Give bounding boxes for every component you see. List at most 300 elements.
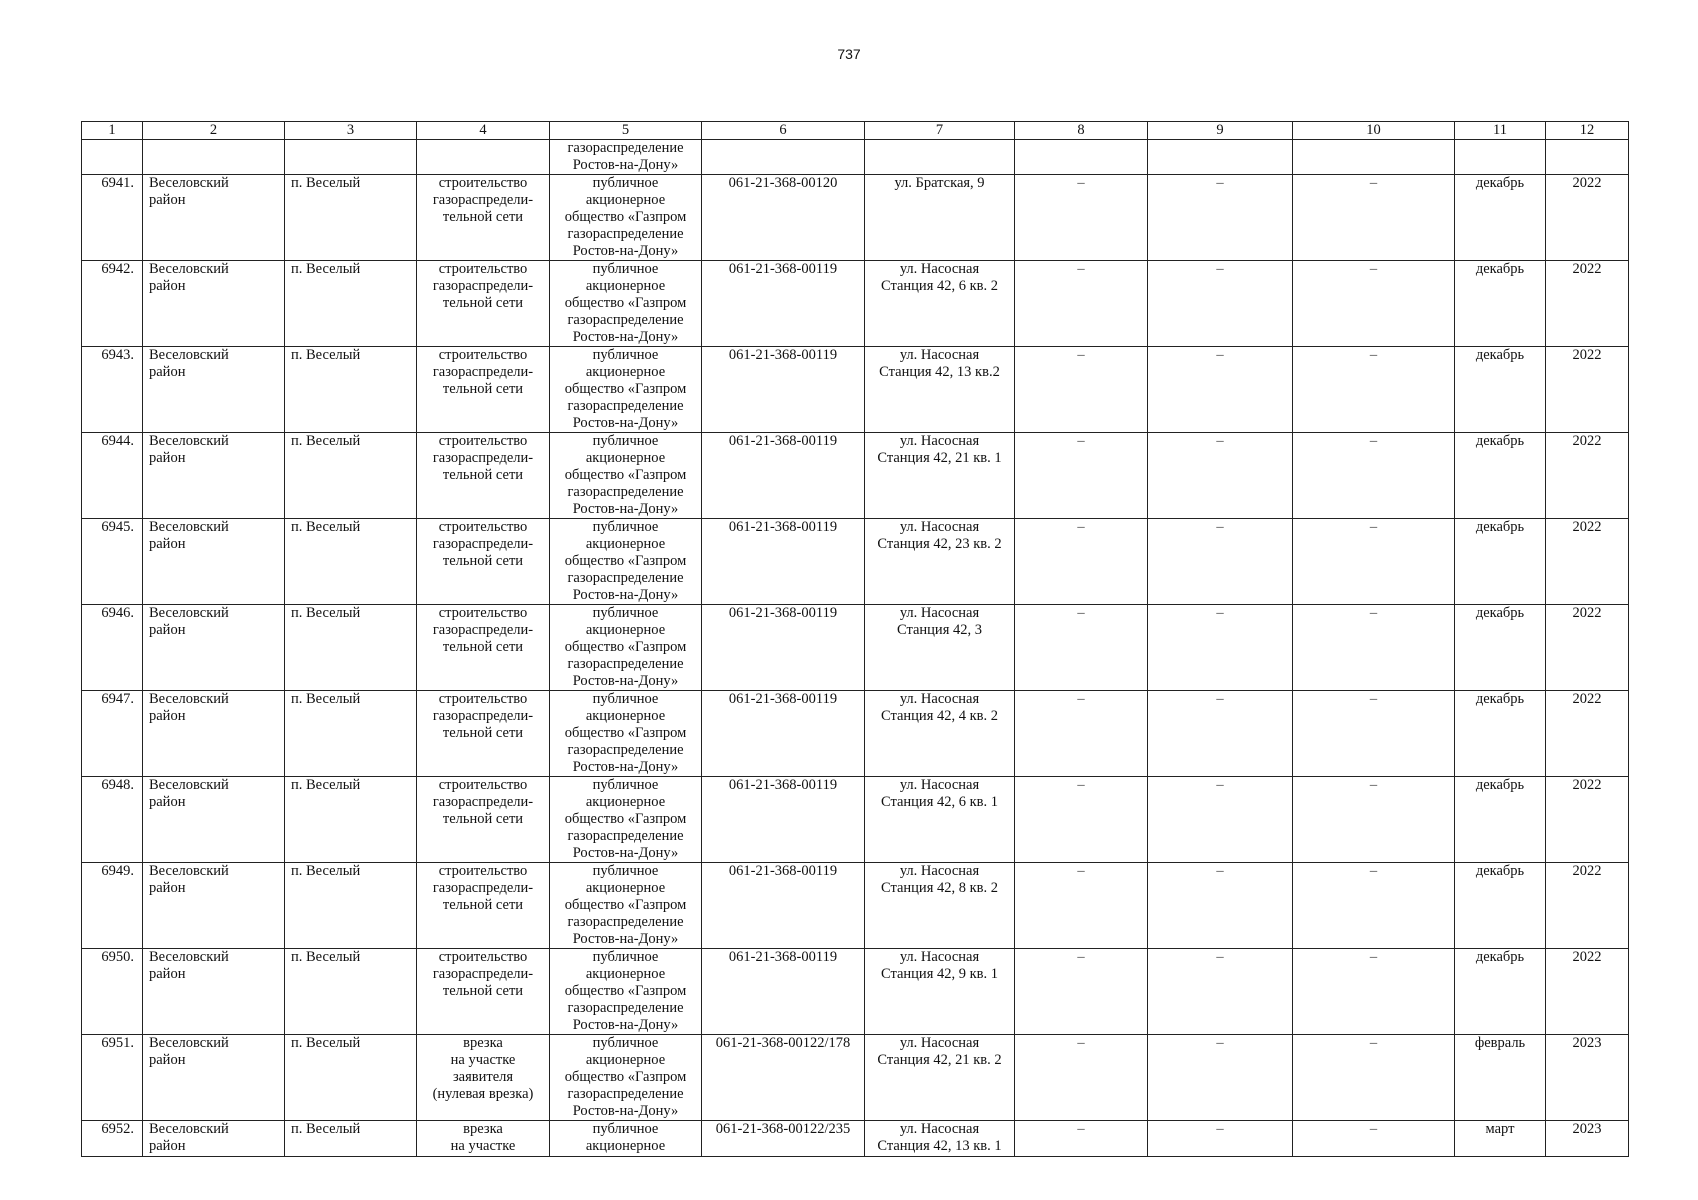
col8-cell [1015, 433, 1148, 519]
row-number-cell-text: 6943. [101, 347, 134, 363]
row-number-cell [82, 777, 143, 863]
work-type-cell [417, 433, 550, 519]
owner-cell-line: публичное [592, 433, 659, 449]
column-header-10: 10 [1293, 122, 1455, 140]
month-cell [1455, 1035, 1546, 1121]
owner-cell-line: газораспределение [567, 742, 684, 758]
locality-cell [285, 347, 417, 433]
col9-cell [1148, 1035, 1293, 1121]
col9-cell-text: – [1216, 433, 1224, 449]
month-cell [1455, 863, 1546, 949]
owner-cell-line: Ростов-на-Дону» [572, 845, 679, 861]
locality-cell-text: п. Веселый [291, 1035, 361, 1051]
district-cell-line: район [149, 966, 186, 982]
work-type-cell-line: газораспредели- [432, 536, 534, 552]
col10-cell-text: – [1369, 863, 1378, 879]
col10-cell-text: – [1369, 777, 1378, 793]
address-cell [865, 519, 1015, 605]
year-cell [1546, 863, 1629, 949]
address-cell-line: ул. Насосная [899, 777, 980, 793]
district-cell [143, 691, 285, 777]
col10-cell [1293, 605, 1455, 691]
month-cell-text: декабрь [1475, 777, 1525, 793]
work-type-cell [417, 261, 550, 347]
col10-cell-text: – [1369, 175, 1378, 191]
locality-cell-text: п. Веселый [291, 605, 361, 621]
owner-cell-line: публичное [592, 347, 659, 363]
table-row [82, 1121, 1629, 1157]
district-cell [143, 1121, 285, 1157]
month-cell-text: декабрь [1475, 691, 1525, 707]
row-number-cell-text: 6941. [101, 175, 134, 191]
address-cell-line: Станция 42, 23 кв. 2 [877, 536, 1002, 552]
column-header-9: 9 [1148, 122, 1293, 140]
work-type-cell-line: строительство [438, 347, 528, 363]
col9-cell [1148, 347, 1293, 433]
owner-cell-line: газораспределение [567, 656, 684, 672]
locality-cell-text: п. Веселый [291, 261, 361, 277]
work-type-cell-line: тельной сети [442, 381, 524, 397]
district-cell-line: Веселовский [149, 949, 229, 965]
col8-cell [1015, 175, 1148, 261]
address-cell [865, 863, 1015, 949]
month-cell [1455, 347, 1546, 433]
owner-cell-line: общество «Газпром [564, 811, 687, 827]
owner-cell-line: общество «Газпром [564, 639, 687, 655]
row-number-cell [82, 863, 143, 949]
col8-cell-text: – [1077, 777, 1085, 793]
col8-cell-text: – [1077, 261, 1085, 277]
owner-cell-line: газораспределение [567, 312, 684, 328]
address-cell-line: ул. Насосная [899, 519, 980, 535]
code-cell-text: 061-21-368-00119 [728, 519, 838, 535]
col9-cell [1148, 1121, 1293, 1157]
month-cell-text: декабрь [1475, 949, 1525, 965]
locality-cell-text: п. Веселый [291, 175, 361, 191]
locality-cell-text: п. Веселый [291, 1121, 361, 1137]
work-type-cell-line: врезка [463, 1121, 503, 1137]
row-number-cell-text: 6951. [101, 1035, 134, 1051]
owner-cell [550, 1121, 702, 1157]
district-cell [143, 175, 285, 261]
address-cell-line: ул. Насосная [899, 261, 980, 277]
row-number-cell [82, 347, 143, 433]
work-type-cell [417, 1121, 550, 1157]
year-cell-text: 2022 [1572, 777, 1602, 793]
work-type-cell-line: тельной сети [442, 295, 524, 311]
locality-cell-text: п. Веселый [291, 519, 361, 535]
col10-cell [1293, 261, 1455, 347]
district-cell-line: район [149, 880, 186, 896]
owner-cell [550, 347, 702, 433]
col9-cell [1148, 691, 1293, 777]
work-type-cell [417, 1035, 550, 1121]
col10-cell-text: – [1369, 433, 1378, 449]
work-type-cell-line: газораспредели- [432, 278, 534, 294]
col8-cell-text: – [1077, 1035, 1085, 1051]
month-cell [1455, 605, 1546, 691]
address-cell [865, 261, 1015, 347]
col9-cell-text: – [1216, 863, 1224, 879]
district-cell-line: Веселовский [149, 691, 229, 707]
owner-cell-line: публичное [592, 261, 659, 277]
owner-cell [550, 777, 702, 863]
owner-cell-line: Ростов-на-Дону» [572, 759, 679, 775]
address-cell [865, 433, 1015, 519]
column-header-2: 2 [143, 122, 285, 140]
col10-cell [1293, 777, 1455, 863]
address-cell-line: ул. Насосная [899, 1121, 980, 1137]
district-cell-line: Веселовский [149, 1035, 229, 1051]
district-cell-line: Веселовский [149, 347, 229, 363]
owner-cell-line: акционерное [585, 708, 666, 724]
district-cell [143, 863, 285, 949]
year-cell [1546, 175, 1629, 261]
locality-cell [285, 175, 417, 261]
owner-cell-line: газораспределение [567, 828, 684, 844]
row-number-cell-text: 6946. [101, 605, 134, 621]
work-type-cell-line: тельной сети [442, 639, 524, 655]
col8-cell-text: – [1077, 175, 1085, 191]
owner-cell-line: Ростов-на-Дону» [572, 1103, 679, 1119]
year-cell [1546, 433, 1629, 519]
table-row [82, 691, 1629, 777]
code-cell-text: 061-21-368-00122/178 [715, 1035, 851, 1051]
table-row [82, 863, 1629, 949]
address-cell-line: Станция 42, 4 кв. 2 [880, 708, 999, 724]
address-cell-line: Станция 42, 9 кв. 1 [880, 966, 999, 982]
owner-cell-line: общество «Газпром [564, 553, 687, 569]
col10-cell-text: – [1369, 691, 1378, 707]
work-type-cell [417, 519, 550, 605]
col9-cell-text: – [1216, 1035, 1224, 1051]
row-number-cell-text: 6950. [101, 949, 134, 965]
district-cell-line: район [149, 1138, 186, 1154]
owner-cell-line: акционерное [585, 794, 666, 810]
month-cell [1455, 949, 1546, 1035]
owner-cell-line: акционерное [585, 1052, 666, 1068]
locality-cell [285, 777, 417, 863]
year-cell-text: 2023 [1572, 1121, 1602, 1137]
district-cell [143, 605, 285, 691]
col9-cell-text: – [1216, 605, 1224, 621]
col9-cell [1148, 949, 1293, 1035]
owner-cell-line: публичное [592, 949, 659, 965]
column-header-6: 6 [702, 122, 865, 140]
locality-cell [285, 1035, 417, 1121]
col10-cell [1293, 949, 1455, 1035]
owner-cell-line: общество «Газпром [564, 983, 687, 999]
owner-cell-line: общество «Газпром [564, 467, 687, 483]
owner-cell-line: акционерное [585, 622, 666, 638]
col10-cell-text: – [1369, 949, 1378, 965]
code-cell [702, 605, 865, 691]
year-cell [1546, 519, 1629, 605]
work-type-cell-line: газораспредели- [432, 708, 534, 724]
work-type-cell-line: строительство [438, 519, 528, 535]
row-number-cell-text: 6942. [101, 261, 134, 277]
col8-cell-text: – [1077, 1121, 1085, 1137]
col8-cell [1015, 777, 1148, 863]
district-cell-line: район [149, 794, 186, 810]
year-cell-text: 2022 [1572, 175, 1602, 191]
owner-cell-line: газораспределение [567, 398, 684, 414]
work-type-cell [417, 347, 550, 433]
month-cell-text: декабрь [1475, 347, 1525, 363]
page-number: 737 [837, 46, 861, 62]
year-cell-text: 2022 [1572, 949, 1602, 965]
owner-cell-line: акционерное [585, 364, 666, 380]
col9-cell-text: – [1216, 175, 1224, 191]
month-cell [1455, 1121, 1546, 1157]
district-cell [143, 949, 285, 1035]
work-type-cell-line: тельной сети [442, 209, 524, 225]
col9-cell [1148, 433, 1293, 519]
code-cell-text: 061-21-368-00119 [728, 777, 838, 793]
table-row [82, 777, 1629, 863]
code-cell [702, 949, 865, 1035]
owner-cell-line: газораспределение [567, 1000, 684, 1016]
year-cell-text: 2022 [1572, 691, 1602, 707]
locality-cell-text: п. Веселый [291, 433, 361, 449]
district-cell-line: район [149, 364, 186, 380]
col8-cell-text: – [1077, 863, 1085, 879]
code-cell [702, 863, 865, 949]
col9-cell [1148, 777, 1293, 863]
district-cell-line: район [149, 708, 186, 724]
district-cell-line: Веселовский [149, 261, 229, 277]
col8-cell [1015, 691, 1148, 777]
col9-cell [1148, 261, 1293, 347]
col10-cell-text: – [1369, 347, 1378, 363]
col9-cell-text: – [1216, 777, 1224, 793]
code-cell-text: 061-21-368-00120 [728, 175, 838, 191]
work-type-cell-line: газораспредели- [432, 622, 534, 638]
locality-cell-text: п. Веселый [291, 777, 361, 793]
month-cell [1455, 433, 1546, 519]
owner-cell-line: Ростов-на-Дону» [572, 931, 679, 947]
address-cell [865, 1035, 1015, 1121]
locality-cell [285, 1121, 417, 1157]
column-header-4: 4 [417, 122, 550, 140]
year-cell-text: 2023 [1572, 1035, 1602, 1051]
work-type-cell-line: газораспредели- [432, 192, 534, 208]
work-type-cell-line: строительство [438, 605, 528, 621]
code-cell [702, 347, 865, 433]
owner-cell [550, 433, 702, 519]
code-cell-text: 061-21-368-00119 [728, 949, 838, 965]
col8-cell-text: – [1077, 347, 1085, 363]
col10-cell [1293, 863, 1455, 949]
code-cell-text: 061-21-368-00119 [728, 691, 838, 707]
address-cell-line: Станция 42, 13 кв.2 [879, 364, 1000, 380]
month-cell [1455, 777, 1546, 863]
address-cell-line: Станция 42, 13 кв. 1 [877, 1138, 1002, 1154]
table-row [82, 949, 1629, 1035]
address-cell [865, 347, 1015, 433]
work-type-cell-line: строительство [438, 175, 528, 191]
row-number-cell [82, 1121, 143, 1157]
owner-cell-line: публичное [592, 1121, 659, 1137]
month-cell [1455, 261, 1546, 347]
table-row [82, 175, 1629, 261]
year-cell-text: 2022 [1572, 519, 1602, 535]
row-number-cell-text: 6945. [101, 519, 134, 535]
code-cell-text: 061-21-368-00119 [728, 261, 838, 277]
month-cell-text: декабрь [1475, 605, 1525, 621]
owner-cell-line: Ростов-на-Дону» [572, 329, 679, 345]
work-type-cell-line: тельной сети [442, 467, 524, 483]
locality-cell [285, 863, 417, 949]
col9-cell-text: – [1216, 519, 1224, 535]
col8-cell [1015, 347, 1148, 433]
address-cell [865, 777, 1015, 863]
code-cell-text: 061-21-368-00119 [728, 347, 838, 363]
district-cell [143, 519, 285, 605]
col10-cell [1293, 433, 1455, 519]
owner-cell [550, 691, 702, 777]
locality-cell [285, 519, 417, 605]
address-cell-line: ул. Насосная [899, 691, 980, 707]
code-cell-text: 061-21-368-00119 [728, 863, 838, 879]
address-cell [865, 949, 1015, 1035]
address-cell-line: ул. Насосная [899, 863, 980, 879]
year-cell [1546, 949, 1629, 1035]
address-cell [865, 605, 1015, 691]
continuation-line: Ростов-на-Дону» [572, 157, 679, 173]
owner-cell-line: общество «Газпром [564, 897, 687, 913]
col8-cell-text: – [1077, 949, 1085, 965]
month-cell-text: декабрь [1475, 433, 1525, 449]
work-type-cell-line: газораспредели- [432, 794, 534, 810]
registry-table [81, 121, 1629, 1157]
work-type-cell [417, 949, 550, 1035]
district-cell [143, 1035, 285, 1121]
year-cell [1546, 347, 1629, 433]
owner-cell-line: газораспределение [567, 570, 684, 586]
month-cell [1455, 175, 1546, 261]
owner-cell-line: публичное [592, 175, 659, 191]
owner-cell-line: Ростов-на-Дону» [572, 243, 679, 259]
year-cell-text: 2022 [1572, 433, 1602, 449]
column-number-header [82, 122, 1629, 140]
col8-cell [1015, 605, 1148, 691]
col9-cell [1148, 863, 1293, 949]
owner-cell-line: акционерное [585, 1138, 666, 1154]
work-type-cell-line: газораспредели- [432, 450, 534, 466]
year-cell [1546, 691, 1629, 777]
code-cell-text: 061-21-368-00119 [728, 605, 838, 621]
address-cell-line: ул. Братская, 9 [894, 175, 985, 191]
district-cell-line: район [149, 622, 186, 638]
row-number-cell-text: 6944. [101, 433, 134, 449]
table-row [82, 519, 1629, 605]
address-cell-line: Станция 42, 21 кв. 2 [877, 1052, 1002, 1068]
work-type-cell-line: тельной сети [442, 811, 524, 827]
col8-cell-text: – [1077, 519, 1085, 535]
owner-cell-line: публичное [592, 691, 659, 707]
col8-cell [1015, 519, 1148, 605]
address-cell-line: ул. Насосная [899, 347, 980, 363]
owner-cell-line: общество «Газпром [564, 1069, 687, 1085]
column-header-12: 12 [1546, 122, 1629, 140]
work-type-cell-line: газораспредели- [432, 966, 534, 982]
row-number-cell [82, 949, 143, 1035]
year-cell-text: 2022 [1572, 605, 1602, 621]
work-type-cell-line: (нулевая врезка) [432, 1086, 534, 1102]
table-row [82, 261, 1629, 347]
code-cell [702, 261, 865, 347]
col8-cell [1015, 863, 1148, 949]
work-type-cell-line: тельной сети [442, 897, 524, 913]
address-cell-line: Станция 42, 3 [896, 622, 982, 638]
owner-cell [550, 949, 702, 1035]
work-type-cell-line: строительство [438, 433, 528, 449]
col10-cell [1293, 1121, 1455, 1157]
month-cell [1455, 519, 1546, 605]
col10-cell [1293, 347, 1455, 433]
col9-cell-text: – [1216, 261, 1224, 277]
month-cell-text: декабрь [1475, 519, 1525, 535]
column-header-1: 1 [82, 122, 143, 140]
owner-cell [550, 863, 702, 949]
district-cell-line: Веселовский [149, 175, 229, 191]
col8-cell [1015, 1121, 1148, 1157]
col10-cell-text: – [1369, 261, 1378, 277]
owner-cell [550, 519, 702, 605]
work-type-cell-line: газораспредели- [432, 880, 534, 896]
address-cell-line: Станция 42, 6 кв. 1 [880, 794, 999, 810]
work-type-cell-line: тельной сети [442, 725, 524, 741]
owner-cell-line: акционерное [585, 278, 666, 294]
locality-cell-text: п. Веселый [291, 347, 361, 363]
col10-cell-text: – [1369, 1121, 1378, 1137]
district-cell [143, 261, 285, 347]
row-number-cell [82, 691, 143, 777]
work-type-cell-line: тельной сети [442, 553, 524, 569]
code-cell [702, 175, 865, 261]
code-cell [702, 777, 865, 863]
col10-cell-text: – [1369, 605, 1378, 621]
district-cell-line: Веселовский [149, 777, 229, 793]
work-type-cell-line: строительство [438, 261, 528, 277]
owner-cell-line: публичное [592, 519, 659, 535]
table-row [82, 347, 1629, 433]
work-type-cell [417, 863, 550, 949]
row-number-cell [82, 519, 143, 605]
col10-cell-text: – [1369, 1035, 1378, 1051]
owner-cell-line: акционерное [585, 966, 666, 982]
address-cell-line: Станция 42, 8 кв. 2 [880, 880, 999, 896]
col10-cell [1293, 691, 1455, 777]
month-cell [1455, 691, 1546, 777]
code-cell [702, 519, 865, 605]
locality-cell [285, 949, 417, 1035]
work-type-cell-line: на участке [450, 1138, 516, 1154]
column-header-3: 3 [285, 122, 417, 140]
owner-cell-line: газораспределение [567, 1086, 684, 1102]
work-type-cell [417, 691, 550, 777]
col10-cell-text: – [1369, 519, 1378, 535]
address-cell-line: ул. Насосная [899, 433, 980, 449]
work-type-cell [417, 605, 550, 691]
address-cell-line: ул. Насосная [899, 605, 980, 621]
col8-cell-text: – [1077, 691, 1085, 707]
column-header-11: 11 [1455, 122, 1546, 140]
table-row [82, 605, 1629, 691]
month-cell-text: декабрь [1475, 175, 1525, 191]
code-cell [702, 1121, 865, 1157]
